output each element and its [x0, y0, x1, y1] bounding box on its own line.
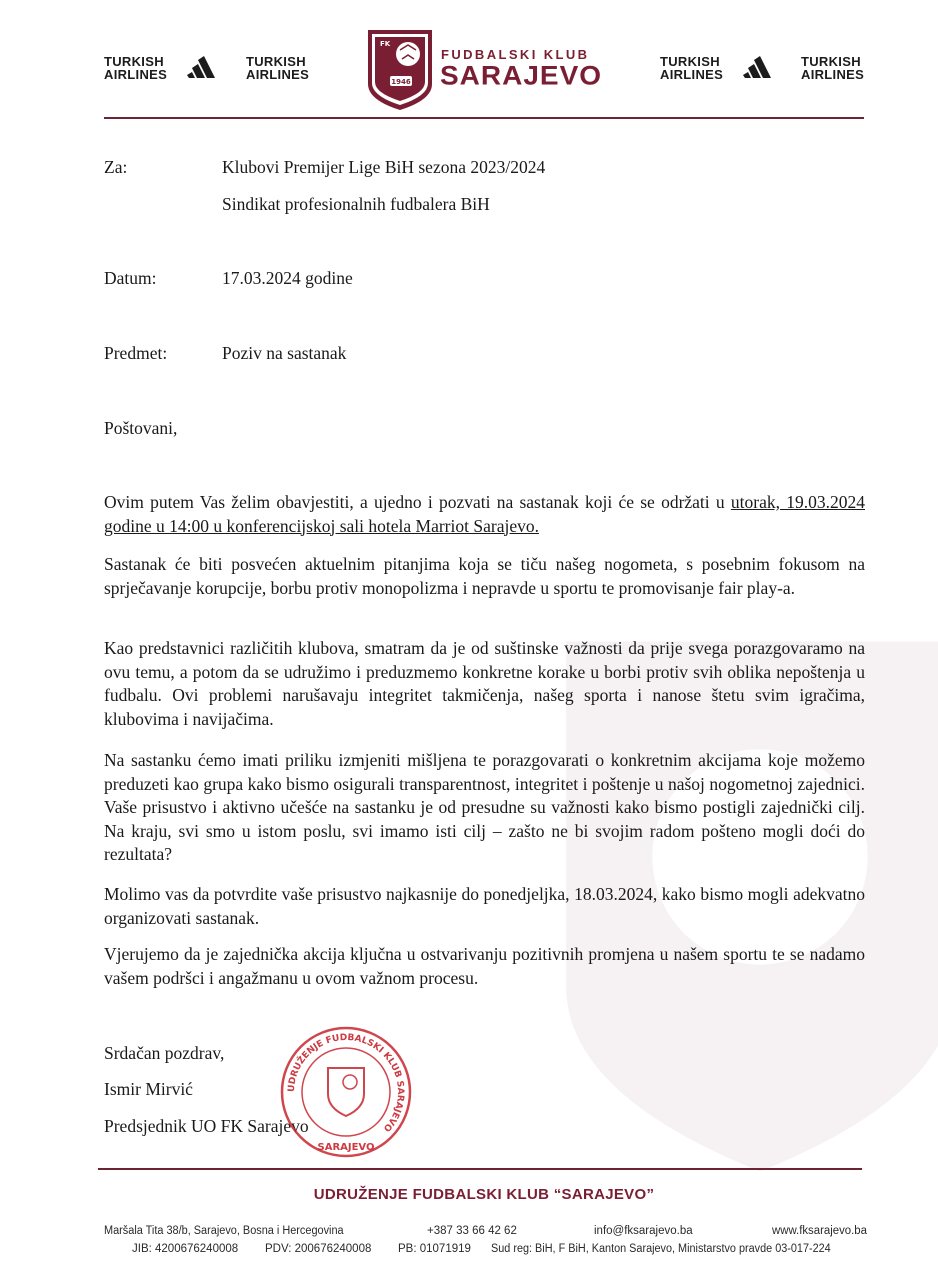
club-name-small: FUDBALSKI KLUB: [441, 47, 590, 62]
sponsor-logo-left-1: TURKISH AIRLINES: [104, 54, 168, 82]
sponsor-logo-left-2: TURKISH AIRLINES: [246, 54, 310, 82]
footer-address: Maršala Tita 38/b, Sarajevo, Bosna i Hercegovina: [104, 1225, 344, 1237]
date-value: 17.03.2024 godine: [222, 268, 353, 288]
sponsor-logo-right-1: TURKISH AIRLINES: [660, 54, 724, 82]
svg-text:UDRUŽENJE FUDBALSKI KLUB SARAJ: UDRUŽENJE FUDBALSKI KLUB SARAJEVO: [286, 1032, 406, 1134]
letterhead: [0, 0, 938, 120]
date-label: Datum:: [104, 268, 157, 288]
closing: Srdačan pozdrav,: [104, 1043, 225, 1063]
paragraph-3: Kao predstavnici različitih klubova, smatram da je od suštinske važnosti da prije svega porazgovaramo na ovu temu, a potom da se udružimo i preduzmemo konkretne korake u borbi protiv svih oblika nepoštenja u fudbalu. Ovi problemi narušavaju integritet takmičenja, našeg sporta i nanose štetu svim igračima, klubovima i navijačima.: [104, 638, 865, 729]
club-name-big: SARAJEVO: [440, 60, 603, 91]
paragraph-1: [104, 491, 865, 538]
footer-organization-name: UDRUŽENJE FUDBALSKI KLUB “SARAJEVO”: [313, 1186, 655, 1203]
signer-title: Predsjednik UO FK Sarajevo: [104, 1116, 309, 1136]
paragraph-6: Vjerujemo da je zajednička akcija ključna u ostvarivanju pozitivnih promjena u našem sportu te se nadamo vašem podršci i angažmanu u ovom važnom procesu.: [104, 944, 865, 988]
svg-text:SARAJEVO: SARAJEVO: [317, 1142, 375, 1153]
svg-text:1946: 1946: [391, 78, 411, 86]
to-recipient-2: Sindikat profesionalnih fudbalera BiH: [222, 194, 490, 214]
adidas-logo-icon: [743, 52, 783, 80]
paragraph-1-intro: Ovim putem Vas želim obavjestiti, a ujedno i pozvati na sastanak koji će se održati u: [104, 492, 731, 512]
footer-court-registration: Sud reg: BiH, F BiH, Kanton Sarajevo, Ministarstvo pravde 03-017-224: [491, 1243, 831, 1255]
subject-label: Predmet:: [104, 343, 168, 363]
paragraph-5: Molimo vas da potvrdite vaše prisustvo najkasnije do ponedjeljka, 18.03.2024, kako bismo mogli adekvatno organizovati sastanak.: [104, 884, 865, 928]
paragraph-4: Na sastanku ćemo imati priliku izmjeniti mišljena te porazgovarati o konkretnim akcijama koje možemo preduzeti kao grupa kako bismo osigurali transparentnost, integritet i poštenje u našoj nogometnoj zajednici. Vaše prisustvo i aktivno učešće na sastanku je od presudne su važnosti kako bismo postigli zajednički cilj. Na kraju, svi smo u istom poslu, svi imamo isti cilj – zašto ne bi svojim radom pošteno mogli doći do rezultata?: [104, 750, 865, 864]
footer-divider: [98, 1168, 862, 1170]
meeting-details: utorak, 19.03.2024 godine u 14:00 u konferencijskoj sali hotela Marriot Sarajevo.: [104, 492, 865, 536]
footer-pb: PB: 01071919: [398, 1243, 471, 1255]
footer-jib: JIB: 4200676240008: [132, 1243, 239, 1255]
sponsor-logo-right-2: TURKISH AIRLINES: [801, 54, 865, 82]
paragraph-2: Sastanak će biti posvećen aktuelnim pitanjima koja se tiču našeg nogometa, s posebnim fokusom na sprječavanje korupcije, borbu protiv monopolizma i nepravde u sportu te promovisanje fair play-a.: [104, 554, 865, 598]
adidas-logo-icon: [187, 52, 227, 80]
greeting: Poštovani,: [104, 418, 178, 438]
fk-sarajevo-crest-icon: [366, 28, 434, 112]
signer-name: Ismir Mirvić: [104, 1079, 193, 1099]
svg-text:FK: FK: [380, 40, 391, 48]
official-stamp-icon: [276, 1022, 416, 1162]
footer-website[interactable]: www.fksarajevo.ba: [772, 1225, 867, 1237]
footer-pdv: PDV: 200676240008: [265, 1243, 372, 1255]
to-recipient-1: Klubovi Premijer Lige BiH sezona 2023/2024: [222, 157, 546, 177]
footer-email[interactable]: info@fksarajevo.ba: [594, 1225, 693, 1237]
subject-value: Poziv na sastanak: [222, 343, 347, 363]
to-label: Za:: [104, 157, 128, 177]
footer-phone: +387 33 66 42 62: [427, 1225, 517, 1237]
header-divider: [104, 117, 864, 119]
